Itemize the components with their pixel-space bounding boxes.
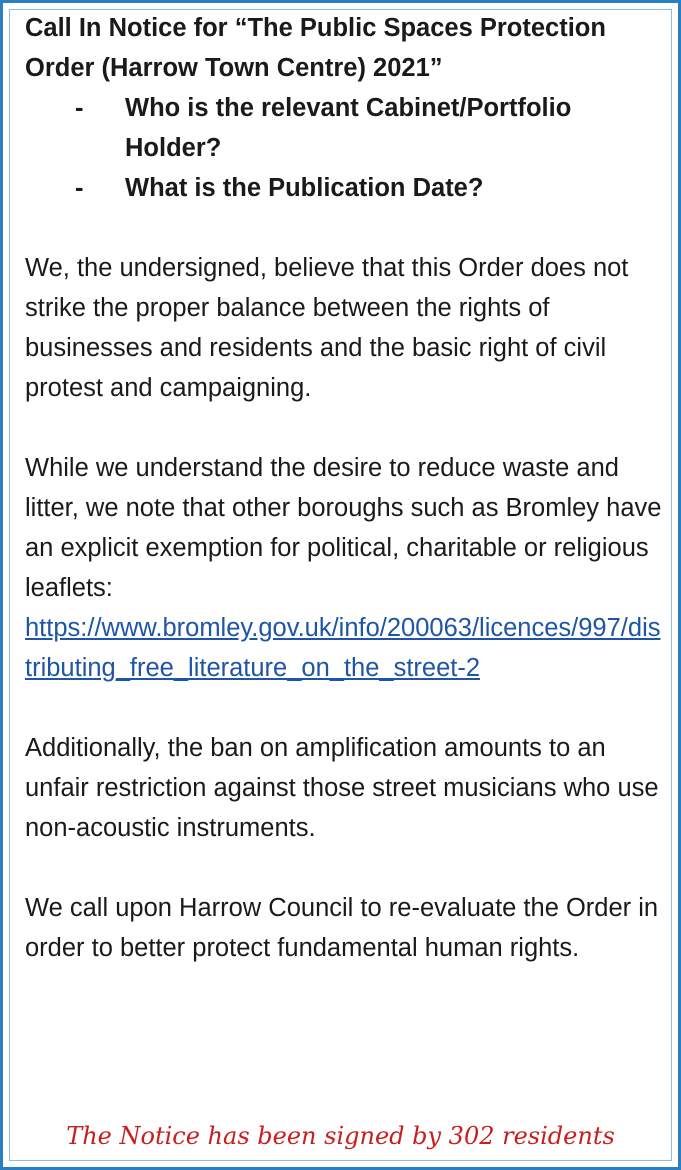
question-item — [25, 168, 665, 208]
paragraph-balance: We, the undersigned, believe that this Order does not strike the proper balance between the rights of businesses and residents and the basic right of civil protest and campaigning. — [25, 254, 629, 402]
question-item — [25, 88, 665, 168]
paragraph-call: We call upon Harrow Council to re-evaluate the Order in order to better protect fundamental human rights. — [25, 894, 659, 962]
spacer — [25, 408, 665, 448]
question-dash: - — [75, 174, 84, 202]
paragraph-amplification: Additionally, the ban on amplification amounts to an unfair restriction against those street musicians who use non-acoustic instruments. — [25, 734, 659, 842]
signature-caption: The Notice has been signed by 302 residents — [66, 1122, 615, 1150]
question-list — [25, 88, 665, 208]
bromley-link[interactable]: https://www.bromley.gov.uk/info/200063/licences/997/distributing_free_literature_on_the_street-2 — [25, 614, 661, 682]
spacer — [25, 208, 665, 248]
question-text: Who is the relevant Cabinet/Portfolio Holder? — [125, 94, 572, 162]
notice-title: Call In Notice for “The Public Spaces Protection Order (Harrow Town Centre) 2021” — [25, 14, 606, 82]
spacer — [25, 688, 665, 728]
question-text: What is the Publication Date? — [125, 174, 484, 202]
question-dash: - — [75, 94, 84, 122]
notice-content — [25, 8, 665, 968]
spacer — [25, 848, 665, 888]
paragraph-leaflets: While we understand the desire to reduce waste and litter, we note that other boroughs such as Bromley have an explicit exemption for political, charitable or religious leaflets: — [25, 454, 662, 602]
